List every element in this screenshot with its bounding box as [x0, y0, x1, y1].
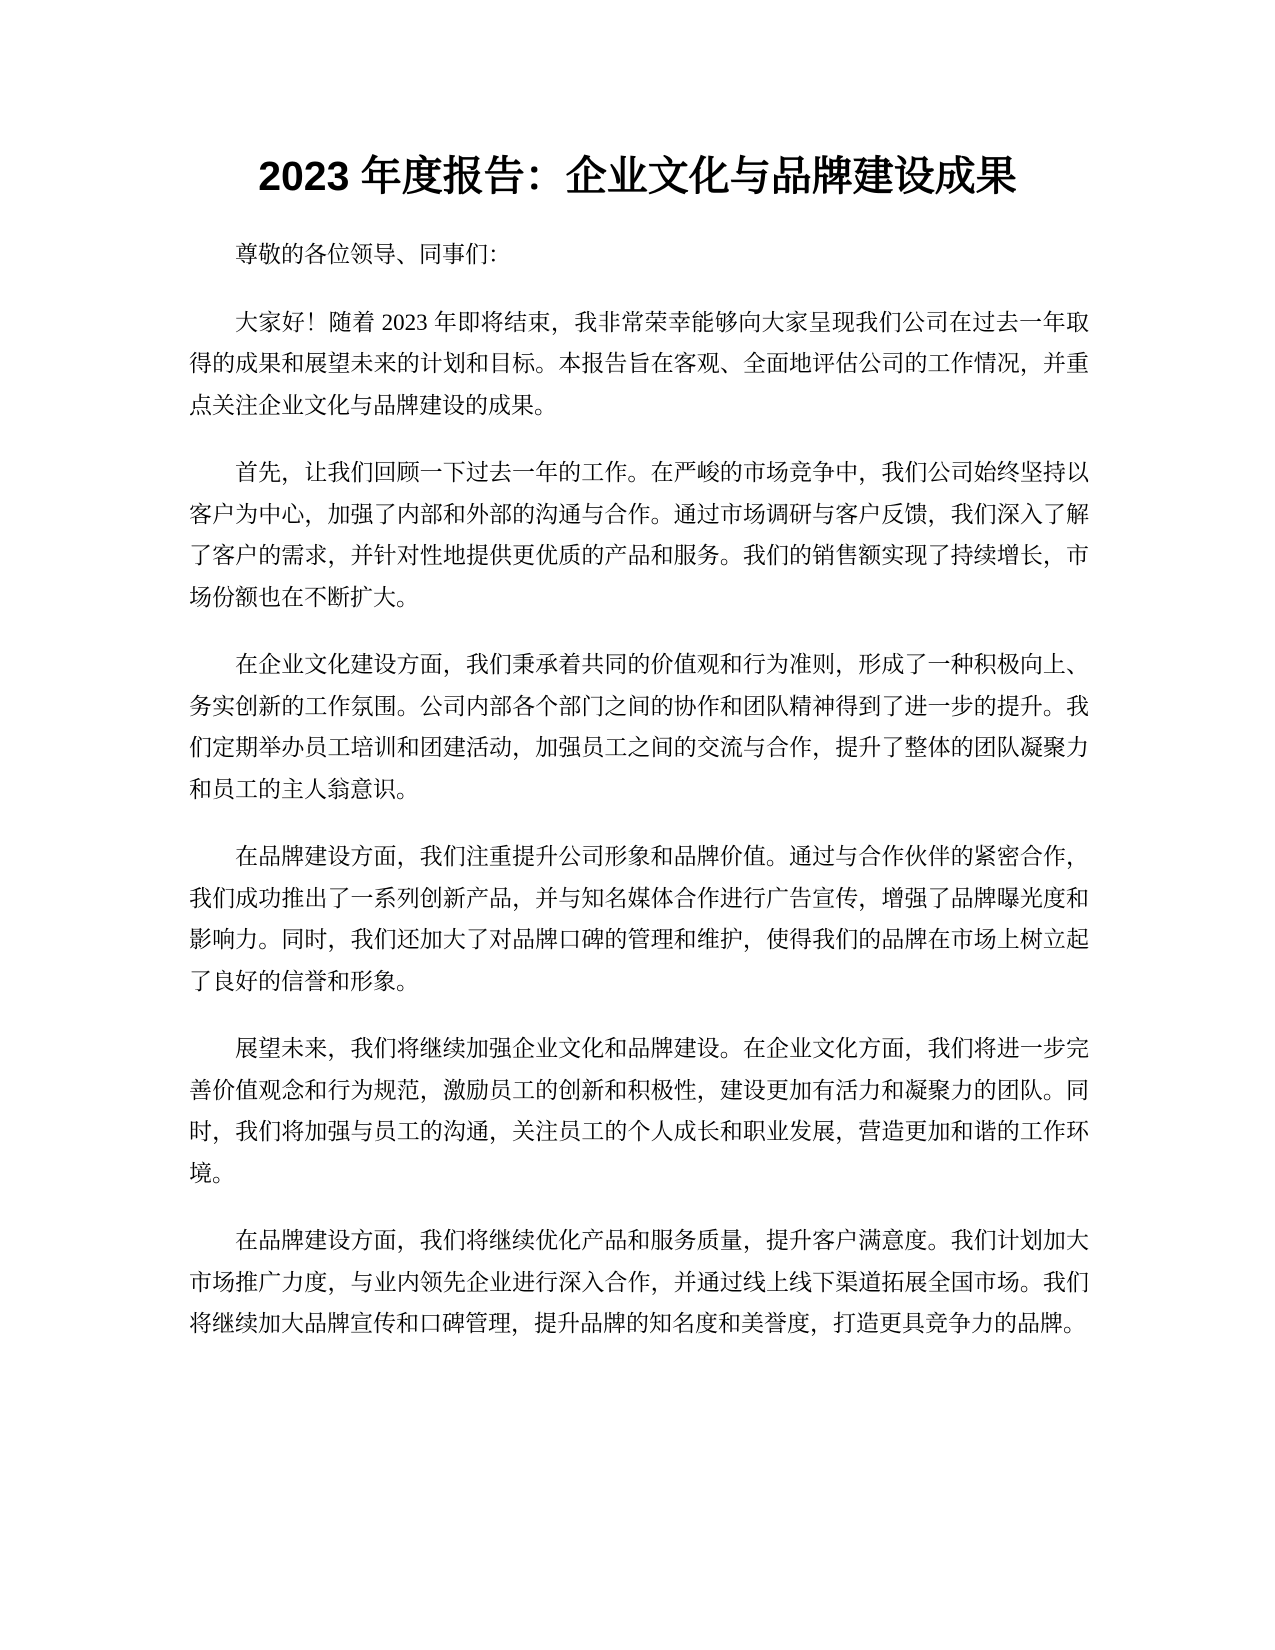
paragraph-brand: 在品牌建设方面，我们注重提升公司形象和品牌价值。通过与合作伙伴的紧密合作，我们成功推出了一系列创新产品，并与知名媒体合作进行广告宣传，增强了品牌曝光度和影响力。同时，我们还加大了对品牌口碑的管理和维护，使得我们的品牌在市场上树立起了良好的信誉和形象。	[189, 844, 1089, 994]
paragraph-outlook: 展望未来，我们将继续加强企业文化和品牌建设。在企业文化方面，我们将进一步完善价值观念和行为规范，激励员工的创新和积极性，建设更加有活力和凝聚力的团队。同时，我们将加强与员工的沟通，关注员工的个人成长和职业发展，营造更加和谐的工作环境。	[189, 1036, 1089, 1186]
paragraph-culture: 在企业文化建设方面，我们秉承着共同的价值观和行为准则，形成了一种积极向上、务实创新的工作氛围。公司内部各个部门之间的协作和团队精神得到了进一步的提升。我们定期举办员工培训和团建活动，加强员工之间的交流与合作，提升了整体的团队凝聚力和员工的主人翁意识。	[189, 652, 1089, 802]
document-title: 2023 年度报告：企业文化与品牌建设成果	[258, 153, 1017, 199]
salutation: 尊敬的各位领导、同事们：	[235, 242, 511, 267]
paragraph-intro: 大家好！随着 2023 年即将结束，我非常荣幸能够向大家呈现我们公司在过去一年取得的成果和展望未来的计划和目标。本报告旨在客观、全面地评估公司的工作情况，并重点关注企业文化与品牌建设的成果。	[189, 309, 1089, 418]
paragraph-review: 首先，让我们回顾一下过去一年的工作。在严峻的市场竞争中，我们公司始终坚持以客户为中心，加强了内部和外部的沟通与合作。通过市场调研与客户反馈，我们深入了解了客户的需求，并针对性地提供更优质的产品和服务。我们的销售额实现了持续增长，市场份额也在不断扩大。	[189, 460, 1089, 610]
paragraph-brand-plan: 在品牌建设方面，我们将继续优化产品和服务质量，提升客户满意度。我们计划加大市场推广力度，与业内领先企业进行深入合作，并通过线上线下渠道拓展全国市场。我们将继续加大品牌宣传和口碑管理，提升品牌的知名度和美誉度，打造更具竞争力的品牌。	[189, 1228, 1089, 1336]
document-body	[189, 234, 1089, 1371]
